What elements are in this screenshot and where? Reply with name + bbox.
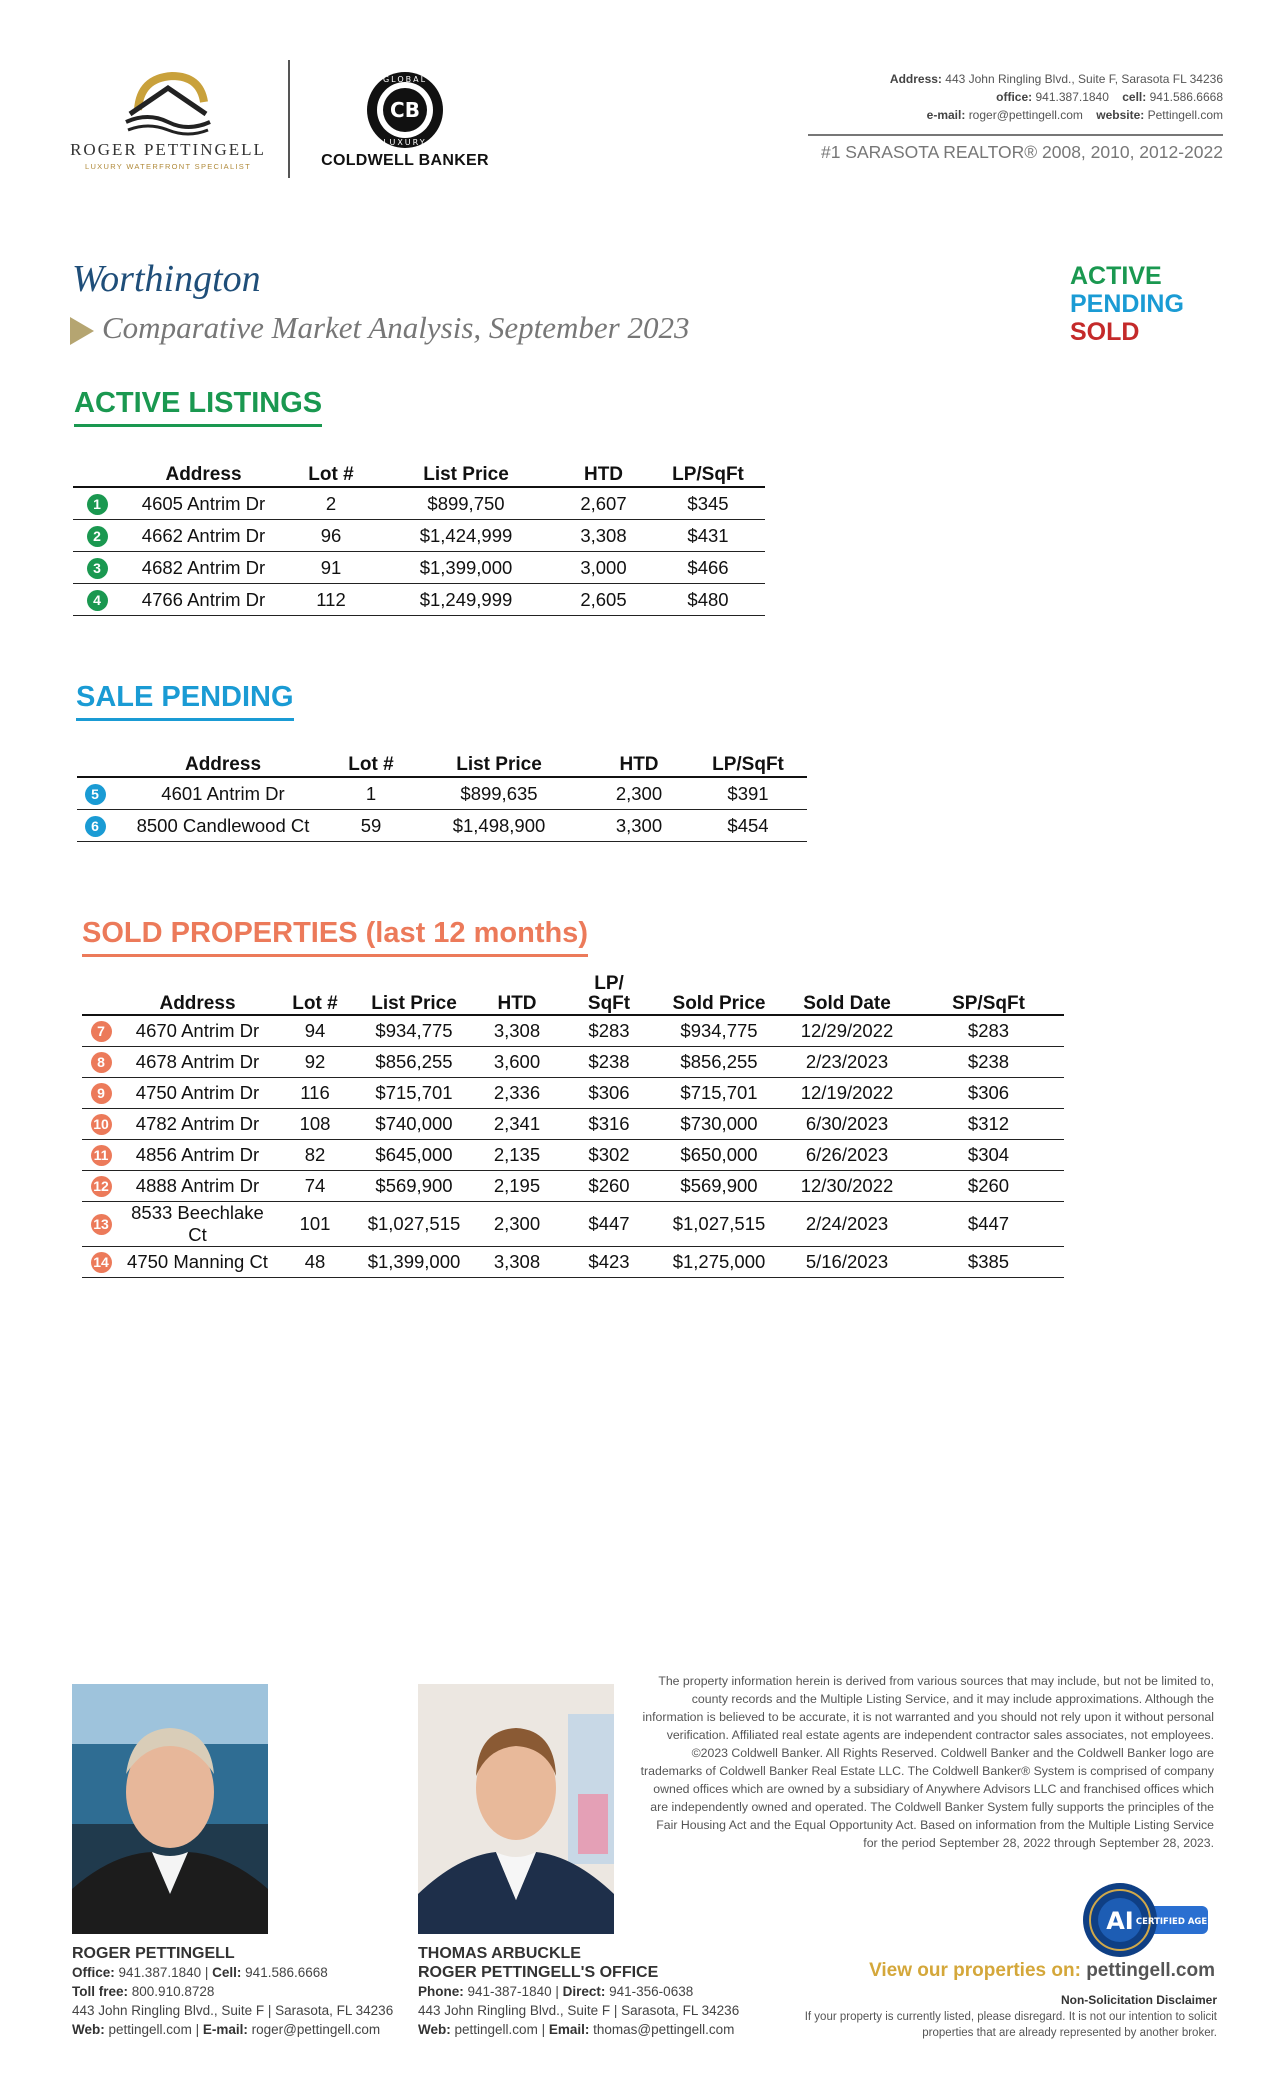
legend-active: ACTIVE (1070, 262, 1162, 290)
cell-sold-date: 12/30/2022 (781, 1171, 913, 1202)
cell-sold-date: 2/24/2023 (781, 1202, 913, 1247)
cell-htd: 3,600 (473, 1047, 561, 1078)
legend-sold: SOLD (1070, 318, 1140, 346)
row-number-badge: 6 (85, 816, 106, 837)
agent-address: 443 John Ringling Blvd., Suite F | Sarasota, FL 34236 (72, 2003, 394, 2018)
certified-agent-badge (1080, 1880, 1221, 1960)
website-link[interactable]: pettingell.com (1086, 1960, 1215, 1981)
cell-sp-sqft: $312 (913, 1109, 1064, 1140)
cell-sp-sqft: $304 (913, 1140, 1064, 1171)
cell-lp-sqft: $391 (689, 777, 807, 810)
cell-address: 4750 Antrim Dr (120, 1078, 275, 1109)
direct-phone[interactable]: 941-356-0638 (609, 1984, 694, 1999)
legal-disclaimer: The property information herein is derived from various sources that may include, but not be limited to, county records and the Multiple Listing Service, and it may include approximations. Although the information is believed to be accurate, it is not warranted and you should not rely upon it without personal verification. Affiliated real estate agents are independent contractor sales associates, not employees. ©2023 Coldwell Banker. All Rights Reserved. Coldwell Banker and the Coldwell Banker logo are trademarks of Coldwell Banker Real Estate LLC. The Coldwell Banker® System is comprised of company owned offices which are owned by a subsidiary of Anywhere Advisors LLC and franchised offices which are independently owned and operated. The Coldwell Banker System fully supports the principles of the Fair Housing Act and the Equal Opportunity Act. Based on information from the Multiple Listing Service for the period September 28, 2022 through September 28, 2023. (640, 1674, 1214, 1850)
cell-sold-price: $569,900 (657, 1171, 781, 1202)
tollfree-label: Toll free: (72, 1984, 129, 1999)
header-contact (890, 70, 1223, 124)
row-number-badge: 13 (91, 1214, 112, 1235)
page-title: Worthington (72, 258, 261, 300)
row-number-badge: 9 (91, 1083, 112, 1104)
cell-htd: 3,308 (473, 1247, 561, 1278)
row-number-badge: 10 (91, 1114, 112, 1135)
cell-list-price: $1,399,000 (376, 552, 556, 584)
agent-name: THOMAS ARBUCKLE (418, 1945, 581, 1962)
table-header-row (77, 742, 807, 777)
cell-sold-date: 5/16/2023 (781, 1247, 913, 1278)
table-row (82, 1047, 1064, 1078)
cell-list-price: $1,399,000 (355, 1247, 473, 1278)
cell-lot: 91 (286, 552, 376, 584)
table-row (82, 1015, 1064, 1047)
col-lot: Lot # (333, 742, 409, 777)
cell-list-price: $645,000 (355, 1140, 473, 1171)
cell-address: 4782 Antrim Dr (120, 1109, 275, 1140)
cell-sp-sqft: $283 (913, 1015, 1064, 1047)
cell-lot: 116 (275, 1078, 355, 1109)
view-properties-line (869, 1960, 1215, 1982)
cell-sold-price: $1,027,515 (657, 1202, 781, 1247)
row-number-badge: 14 (91, 1252, 112, 1273)
table-row (82, 1247, 1064, 1278)
seal-top-text: GLOBAL (382, 75, 428, 84)
cell-address: 8500 Candlewood Ct (113, 810, 333, 842)
col-list-price: List Price (409, 742, 589, 777)
cell-lp-sqft: $431 (651, 520, 765, 552)
row-number-badge: 1 (87, 494, 108, 515)
cell-lp-sqft: $480 (651, 584, 765, 616)
cell-list-price: $1,498,900 (409, 810, 589, 842)
view-prefix: View our properties on: (869, 1960, 1081, 1981)
email-label: Email: (548, 2022, 590, 2037)
cell-address: 4682 Antrim Dr (121, 552, 286, 584)
office-label: office: (996, 90, 1033, 104)
house-wave-logo-icon (68, 66, 268, 138)
cell-lp-sqft: $345 (651, 487, 765, 520)
cell-lp-sqft: $306 (561, 1078, 657, 1109)
table-row (82, 1202, 1064, 1247)
col-address: Address (120, 970, 275, 1015)
sold-properties-heading: SOLD PROPERTIES (last 12 months) (82, 917, 588, 957)
cell-lot: 82 (275, 1140, 355, 1171)
cell-value: 941.586.6668 (1149, 90, 1223, 104)
cell-list-price: $569,900 (355, 1171, 473, 1202)
cell-lot: 112 (286, 584, 376, 616)
cell-sold-price: $1,275,000 (657, 1247, 781, 1278)
cell-lp-sqft: $260 (561, 1171, 657, 1202)
cell-label: Cell: (212, 1965, 242, 1980)
col-list-price: List Price (355, 970, 473, 1015)
roger-pettingell-logo (68, 66, 268, 176)
row-number-badge: 5 (85, 784, 106, 805)
agent-office-name: ROGER PETTINGELL'S OFFICE (418, 1964, 659, 1981)
col-sp-sqft: SP/SqFt (913, 970, 1064, 1015)
cell-address: 4662 Antrim Dr (121, 520, 286, 552)
cell-list-price: $899,750 (376, 487, 556, 520)
cell-list-price: $1,027,515 (355, 1202, 473, 1247)
website-label: website: (1096, 108, 1145, 122)
cell-address: 4766 Antrim Dr (121, 584, 286, 616)
cell-lot: 108 (275, 1109, 355, 1140)
cell-address: 4750 Manning Ct (120, 1247, 275, 1278)
award-line: #1 SARASOTA REALTOR® 2008, 2010, 2012-2022 (820, 142, 1223, 162)
sold-properties-table (82, 970, 1064, 1278)
phone-number[interactable]: 941-387-1840 (467, 1984, 552, 1999)
cell-lp-sqft: $238 (561, 1047, 657, 1078)
cell-lp-sqft: $466 (651, 552, 765, 584)
col-lp-sqft-line1: LP/ (594, 973, 624, 994)
cell-htd: 3,300 (589, 810, 689, 842)
cell-htd: 2,605 (556, 584, 651, 616)
cell-htd: 2,607 (556, 487, 651, 520)
cell-sold-price: $730,000 (657, 1109, 781, 1140)
cell-sold-date: 12/19/2022 (781, 1078, 913, 1109)
cell-label: cell: (1122, 90, 1147, 104)
cell-htd: 2,300 (589, 777, 689, 810)
row-number-badge: 11 (91, 1145, 112, 1166)
col-address: Address (121, 452, 286, 487)
legend-pending: PENDING (1070, 290, 1184, 318)
table-row (82, 1078, 1064, 1109)
table-row (82, 1171, 1064, 1202)
cell-lp-sqft: $316 (561, 1109, 657, 1140)
email-link[interactable]: roger@pettingell.com (968, 108, 1083, 122)
row-number-badge: 12 (91, 1176, 112, 1197)
col-list-price: List Price (376, 452, 556, 487)
agent-card-roger: ROGER PETTINGELL Office: 941.387.1840 | Cell: 941.586.6668 Toll free: 800.910.8728 443 John Ringling Blvd., Suite F | Sarasota, FL 34236 Web: pettingell.com | E-mail: roger@pettingell.com (72, 1945, 394, 2037)
col-lot: Lot # (286, 452, 376, 487)
cell-lot: 59 (333, 810, 409, 842)
cell-htd: 3,308 (473, 1015, 561, 1047)
col-lp-sqft-line2: SqFt (587, 993, 631, 1014)
office-value: 941.387.1840 (1035, 90, 1109, 104)
seal-monogram: CB (390, 98, 420, 122)
cell-htd: 2,336 (473, 1078, 561, 1109)
coldwell-banker-logo (300, 66, 510, 176)
partner-name: COLDWELL BANKER (321, 152, 489, 169)
table-header-row (73, 452, 765, 487)
cell-lp-sqft: $302 (561, 1140, 657, 1171)
brand-tagline: LUXURY WATERFRONT SPECIALIST (84, 162, 251, 171)
cell-htd: 2,300 (473, 1202, 561, 1247)
address-label: Address: (889, 72, 942, 86)
cell-sold-date: 2/23/2023 (781, 1047, 913, 1078)
sale-pending-table (77, 742, 807, 842)
cell-lot: 2 (286, 487, 376, 520)
table-row (77, 777, 807, 810)
cell-sp-sqft: $260 (913, 1171, 1064, 1202)
office-phone[interactable]: 941.387.1840 (118, 1965, 202, 1980)
cell-list-price: $1,424,999 (376, 520, 556, 552)
cell-htd: 3,000 (556, 552, 651, 584)
cell-lot: 48 (275, 1247, 355, 1278)
table-row (73, 552, 765, 584)
cell-lp-sqft: $447 (561, 1202, 657, 1247)
cell-sold-price: $934,775 (657, 1015, 781, 1047)
agent-photo-thomas (418, 1684, 614, 1934)
row-number-badge: 3 (87, 558, 108, 579)
cell-htd: 2,341 (473, 1109, 561, 1140)
cell-lot: 92 (275, 1047, 355, 1078)
cell-address: 8533 Beechlake Ct (120, 1202, 275, 1247)
cell-sp-sqft: $447 (913, 1202, 1064, 1247)
badge-main-text: AI (1106, 1907, 1134, 1935)
col-lp-sqft: LP/SqFt (651, 452, 765, 487)
row-number-badge: 7 (91, 1021, 112, 1042)
cell-address: 4888 Antrim Dr (120, 1171, 275, 1202)
table-row (82, 1140, 1064, 1171)
col-lp-sqft (561, 970, 657, 1015)
col-lp-sqft: LP/SqFt (689, 742, 807, 777)
triangle-bullet-icon (70, 317, 94, 345)
brand-name: ROGER PETTINGELL (70, 140, 266, 159)
active-listings-heading: ACTIVE LISTINGS (74, 387, 322, 427)
cell-sold-date: 12/29/2022 (781, 1015, 913, 1047)
web-link[interactable]: pettingell.com (454, 2022, 538, 2037)
table-row (73, 520, 765, 552)
cell-sp-sqft: $306 (913, 1078, 1064, 1109)
col-lot: Lot # (275, 970, 355, 1015)
cell-address: 4856 Antrim Dr (120, 1140, 275, 1171)
cell-list-price: $1,249,999 (376, 584, 556, 616)
row-number-badge: 2 (87, 526, 108, 547)
email-label: e-mail: (926, 108, 966, 122)
header-divider (288, 60, 290, 178)
col-sold-date: Sold Date (781, 970, 913, 1015)
non-solicitation-disclaimer (797, 1992, 1217, 2041)
cell-sold-date: 6/26/2023 (781, 1140, 913, 1171)
cell-lp-sqft: $283 (561, 1015, 657, 1047)
nonsol-title: Non-Solicitation Disclaimer (1060, 1993, 1217, 2007)
tollfree-phone[interactable]: 800.910.8728 (131, 1984, 215, 1999)
cell-sold-date: 6/30/2023 (781, 1109, 913, 1140)
cell-list-price: $715,701 (355, 1078, 473, 1109)
cell-list-price: $934,775 (355, 1015, 473, 1047)
col-sold-price: Sold Price (657, 970, 781, 1015)
cell-list-price: $899,635 (409, 777, 589, 810)
active-listings-table (73, 452, 765, 616)
cell-address: 4605 Antrim Dr (121, 487, 286, 520)
header-rule (808, 134, 1223, 136)
col-htd: HTD (589, 742, 689, 777)
website-link[interactable]: Pettingell.com (1147, 108, 1223, 122)
row-number-badge: 4 (87, 590, 108, 611)
col-number (73, 452, 121, 487)
web-label: Web: (72, 2022, 105, 2037)
table-row (73, 487, 765, 520)
table-header-row (82, 970, 1064, 1015)
agent-name: ROGER PETTINGELL (72, 1945, 235, 1962)
col-number (77, 742, 113, 777)
office-label: Office: (72, 1965, 115, 1980)
nonsol-text: If your property is currently listed, please disregard. It is not our intention to solicit properties that are already represented by another broker. (804, 2011, 1217, 2039)
email-link[interactable]: thomas@pettingell.com (593, 2022, 735, 2037)
cell-lot: 96 (286, 520, 376, 552)
web-link[interactable]: pettingell.com (108, 2022, 192, 2037)
col-htd: HTD (473, 970, 561, 1015)
cell-sold-price: $650,000 (657, 1140, 781, 1171)
cell-sold-price: $715,701 (657, 1078, 781, 1109)
table-row (77, 810, 807, 842)
cell-list-price: $740,000 (355, 1109, 473, 1140)
cell-lot: 94 (275, 1015, 355, 1047)
table-row (82, 1109, 1064, 1140)
email-link[interactable]: roger@pettingell.com (251, 2022, 381, 2037)
col-address: Address (113, 742, 333, 777)
cell-lp-sqft: $423 (561, 1247, 657, 1278)
cell-lot: 101 (275, 1202, 355, 1247)
cell-htd: 2,135 (473, 1140, 561, 1171)
cell-lot: 1 (333, 777, 409, 810)
badge-caption: CERTIFIED AGENT (1135, 1917, 1221, 1927)
direct-label: Direct: (562, 1984, 606, 1999)
cell-sp-sqft: $238 (913, 1047, 1064, 1078)
cell-sold-price: $856,255 (657, 1047, 781, 1078)
cell-htd: 2,195 (473, 1171, 561, 1202)
col-htd: HTD (556, 452, 651, 487)
page-subtitle: Comparative Market Analysis, September 2023 (102, 310, 690, 345)
agent-photo-roger (72, 1684, 268, 1934)
global-luxury-seal-icon (300, 66, 510, 152)
seal-bottom-text: LUXURY (383, 138, 427, 147)
phone-label: Phone: (418, 1984, 464, 1999)
cell-address: 4678 Antrim Dr (120, 1047, 275, 1078)
cell-lp-sqft: $454 (689, 810, 807, 842)
web-label: Web: (418, 2022, 451, 2037)
address-value: 443 John Ringling Blvd., Suite F, Sarasota FL 34236 (945, 72, 1223, 86)
table-row (73, 584, 765, 616)
cell-list-price: $856,255 (355, 1047, 473, 1078)
col-number (82, 970, 120, 1015)
agent-address: 443 John Ringling Blvd., Suite F | Sarasota, FL 34236 (418, 2003, 740, 2018)
cell-phone[interactable]: 941.586.6668 (245, 1965, 328, 1980)
cell-lot: 74 (275, 1171, 355, 1202)
cell-address: 4670 Antrim Dr (120, 1015, 275, 1047)
cell-sp-sqft: $385 (913, 1247, 1064, 1278)
agent-card-thomas: THOMAS ARBUCKLE ROGER PETTINGELL'S OFFICE Phone: 941-387-1840 | Direct: 941-356-0638 443 John Ringling Blvd., Suite F | Sarasota, FL 34236 Web: pettingell.com | Email: thomas@pettingell.com (418, 1945, 740, 2037)
row-number-badge: 8 (91, 1052, 112, 1073)
cell-htd: 3,308 (556, 520, 651, 552)
cell-address: 4601 Antrim Dr (113, 777, 333, 810)
sale-pending-heading: SALE PENDING (76, 681, 294, 721)
email-label: E-mail: (202, 2022, 248, 2037)
